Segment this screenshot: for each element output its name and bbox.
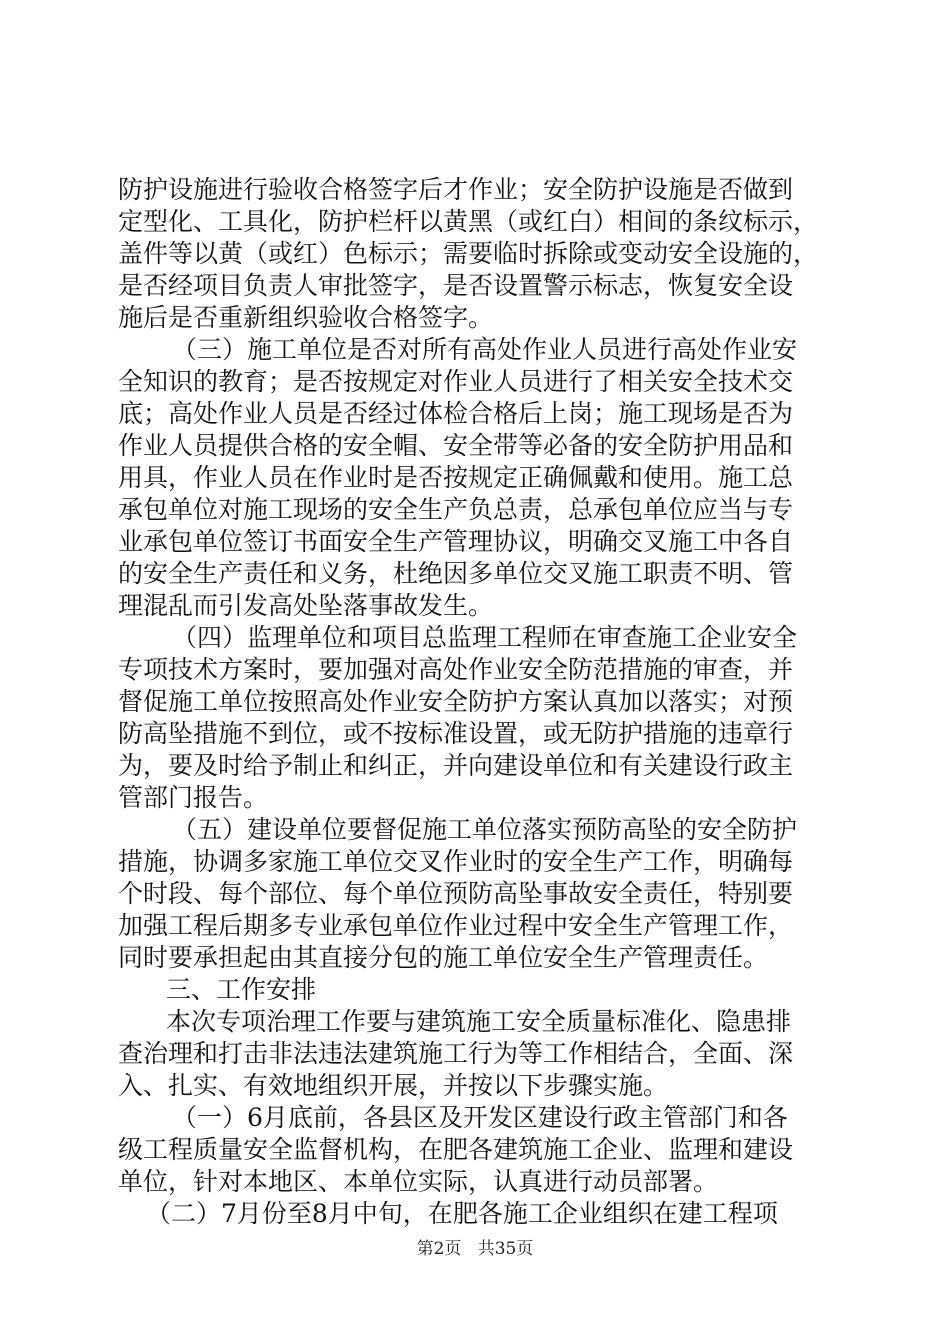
text-line: 级工程质量安全监督机构，在肥各建筑施工企业、监理和建设 (118, 1135, 794, 1164)
text-line: 的安全生产责任和义务，杜绝因多单位交叉施工职责不明、管 (118, 559, 794, 588)
text-line: 施后是否重新组织验收合格签字。 (118, 303, 494, 332)
text-line: 个时段、每个部位、每个单位预防高坠事故安全责任，特别要 (118, 879, 794, 908)
section-heading: 三、工作安排 (166, 975, 317, 1004)
paragraph-start-line: （四）监理单位和项目总监理工程师在审查施工企业安全 (172, 623, 798, 652)
text-line: 理混乱而引发高处坠落事故发生。 (118, 591, 494, 620)
text-line: 盖件等以黄（或红）色标示；需要临时拆除或变动安全设施的， (118, 239, 819, 268)
text-line: 用具，作业人员在作业时是否按规定正确佩戴和使用。施工总 (118, 463, 794, 492)
text-line: 防高坠措施不到位，或不按标准设置，或无防护措施的违章行 (118, 719, 794, 748)
text-line: 承包单位对施工现场的安全生产负总责，总承包单位应当与专 (118, 495, 794, 524)
paragraph-start-line: （一）6月底前，各县区及开发区建设行政主管部门和各 (172, 1103, 788, 1132)
document-body (118, 174, 838, 1230)
paragraph-start-line: （三）施工单位是否对所有高处作业人员进行高处作业安 (172, 335, 798, 364)
text-line: 督促施工单位按照高处作业安全防护方案认真加以落实；对预 (118, 687, 794, 716)
text-line: 是否经项目负责人审批签字，是否设置警示标志，恢复安全设 (118, 271, 794, 300)
text-line: 同时要承担起由其直接分包的施工单位安全生产管理责任。 (118, 943, 769, 972)
paragraph-start-line: （二）7月份至8月中旬，在肥各施工企业组织在建工程项 (146, 1199, 778, 1228)
text-line: 专项技术方案时，要加强对高处作业安全防范措施的审查，并 (118, 655, 794, 684)
text-line: 加强工程后期多专业承包单位作业过程中安全生产管理工作， (118, 911, 794, 940)
page-total: 共35页 (477, 1239, 534, 1259)
footer-spacer (467, 1239, 472, 1259)
text-line: 管部门报告。 (118, 783, 269, 812)
text-line: 底；高处作业人员是否经过体检合格后上岗；施工现场是否为 (118, 399, 794, 428)
paragraph-start-line: 本次专项治理工作要与建筑施工安全质量标准化、隐患排 (166, 1007, 792, 1036)
text-line: 措施，协调多家施工单位交叉作业时的安全生产工作，明确每 (118, 847, 794, 876)
text-line: 入、扎实、有效地组织开展，并按以下步骤实施。 (118, 1071, 669, 1100)
text-line: 定型化、工具化，防护栏杆以黄黑（或红白）相间的条纹标示， (118, 207, 819, 236)
text-line: 查治理和打击非法违法建筑施工行为等工作相结合，全面、深 (118, 1039, 794, 1068)
page-number: 第2页 (416, 1239, 462, 1259)
text-line: 为，要及时给予制止和纠正，并向建设单位和有关建设行政主 (118, 751, 794, 780)
text-line: 单位，针对本地区、本单位实际，认真进行动员部署。 (118, 1167, 719, 1196)
page-footer (0, 1238, 950, 1260)
text-line: 作业人员提供合格的安全帽、安全带等必备的安全防护用品和 (118, 431, 794, 460)
text-line: 全知识的教育；是否按规定对作业人员进行了相关安全技术交 (118, 367, 794, 396)
paragraph-start-line: （五）建设单位要督促施工单位落实预防高坠的安全防护 (172, 815, 798, 844)
text-line: 业承包单位签订书面安全生产管理协议，明确交叉施工中各自 (118, 527, 794, 556)
text-line: 防护设施进行验收合格签字后才作业；安全防护设施是否做到 (118, 175, 794, 204)
